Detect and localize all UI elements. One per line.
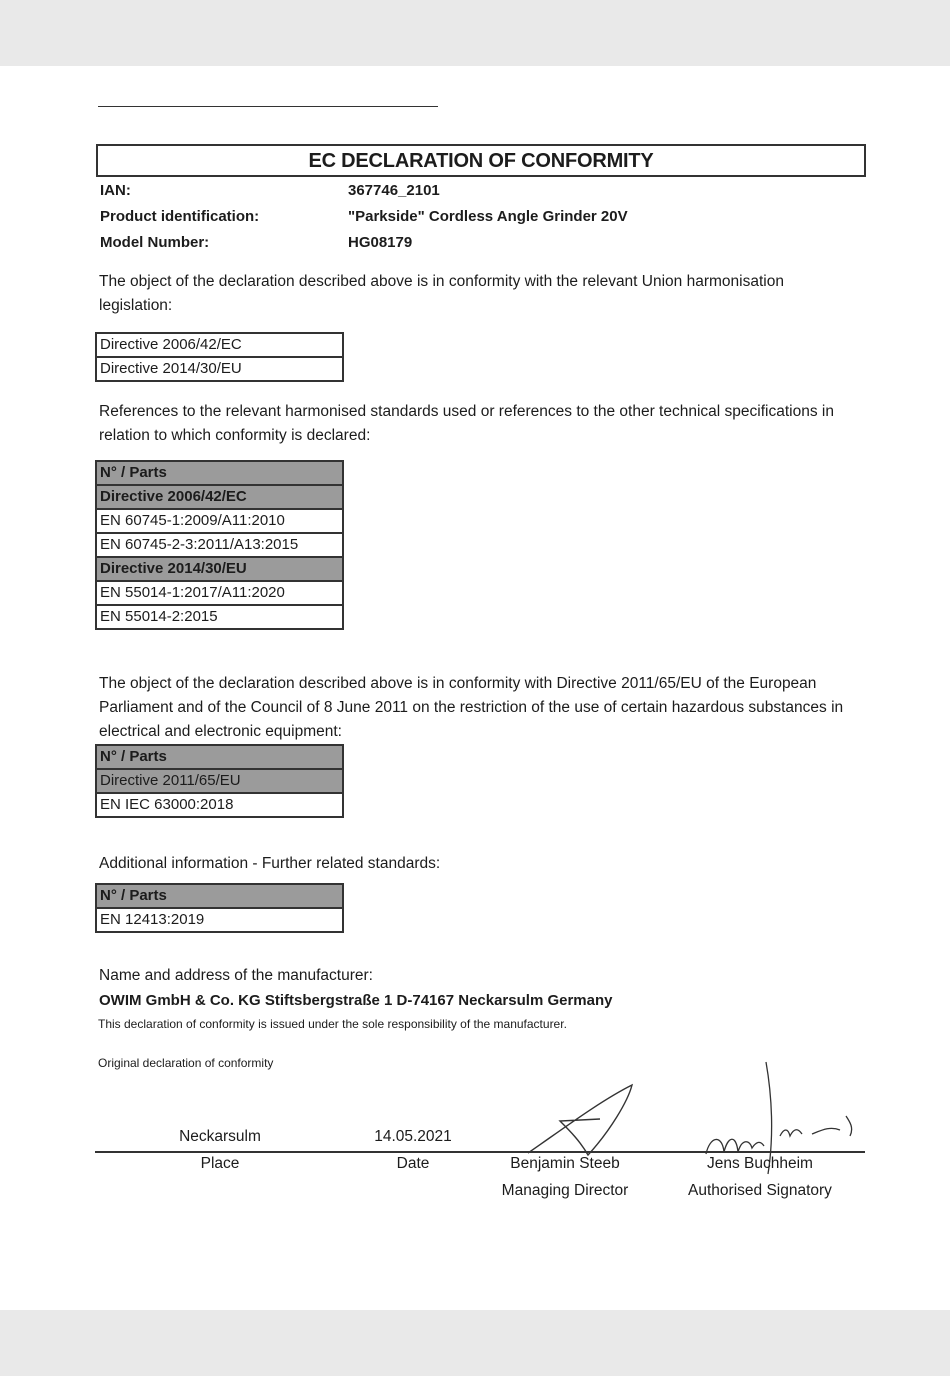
signature-line: [95, 1151, 865, 1153]
table-cell: Directive 2006/42/EC: [96, 485, 343, 509]
document-title: EC DECLARATION OF CONFORMITY: [96, 144, 866, 177]
table-cell: N° / Parts: [96, 884, 343, 908]
table-row: [96, 581, 343, 605]
rohs-paragraph: The object of the declaration described above is in conformity with Directive 2011/65/EU of the European Parliament and of the Council of 8 June 2011 on the restriction of the use of certain hazardous substances in electrical and electronic equipment:: [99, 675, 844, 740]
signer2-role: Authorised Signatory: [688, 1182, 832, 1199]
date-label: Date: [396, 1155, 430, 1172]
table-cell: Directive 2014/30/EU: [96, 557, 343, 581]
table-cell: Directive 2011/65/EU: [96, 769, 343, 793]
signer1-role: Managing Director: [501, 1182, 629, 1199]
manufacturer-label: Name and address of the manufacturer:: [99, 967, 373, 984]
table-row: [96, 745, 343, 769]
table-cell: N° / Parts: [96, 461, 343, 485]
table-row: [96, 333, 343, 357]
standards-table: [95, 460, 344, 630]
model-label: Model Number:: [100, 234, 210, 251]
table-row: [96, 509, 343, 533]
signer1-name: Benjamin Steeb: [510, 1155, 620, 1172]
product-label: Product identification:: [100, 208, 260, 225]
table-cell: Directive 2014/30/EU: [96, 357, 343, 381]
directives-table: [95, 332, 344, 382]
table-row: [96, 557, 343, 581]
rohs-table: [95, 744, 344, 818]
responsibility-note: This declaration of conformity is issued under the sole responsibility of the manufacturer.: [98, 1017, 567, 1031]
additional-paragraph: Additional information - Further related standards:: [99, 855, 441, 872]
place-label: Place: [200, 1155, 240, 1172]
table-cell: N° / Parts: [96, 745, 343, 769]
table-row: [96, 884, 343, 908]
declaration-page: [0, 66, 950, 1310]
table-cell: EN 55014-1:2017/A11:2020: [96, 581, 343, 605]
table-cell: EN IEC 63000:2018: [96, 793, 343, 817]
table-cell: EN 55014-2:2015: [96, 605, 343, 629]
table-row: [96, 769, 343, 793]
table-row: [96, 461, 343, 485]
original-note: Original declaration of conformity: [98, 1056, 274, 1070]
manufacturer-address: OWIM GmbH & Co. KG Stiftsbergstraße 1 D-74167 Neckarsulm Germany: [99, 992, 613, 1009]
signer2-name: Jens Buchheim: [707, 1155, 813, 1172]
signature-steeb-icon: [520, 1081, 650, 1166]
standards-paragraph: References to the relevant harmonised standards used or references to the other technical specifications in relation to which conformity is declared:: [99, 403, 834, 444]
place-value: Neckarsulm: [179, 1128, 261, 1145]
table-cell: EN 12413:2019: [96, 908, 343, 932]
product-value: "Parkside" Cordless Angle Grinder 20V: [348, 208, 628, 225]
table-row: [96, 605, 343, 629]
date-value: 14.05.2021: [374, 1128, 452, 1145]
ian-label: IAN:: [100, 182, 131, 199]
additional-table: [95, 883, 344, 933]
table-cell: EN 60745-1:2009/A11:2010: [96, 509, 343, 533]
table-row: [96, 793, 343, 817]
table-cell: EN 60745-2-3:2011/A13:2015: [96, 533, 343, 557]
model-value: HG08179: [348, 234, 413, 251]
table-row: [96, 533, 343, 557]
table-row: [96, 357, 343, 381]
top-rule: [98, 106, 438, 107]
ian-value: 367746_2101: [348, 182, 440, 199]
table-cell: Directive 2006/42/EC: [96, 333, 343, 357]
table-row: [96, 908, 343, 932]
intro-paragraph: The object of the declaration described above is in conformity with the relevant Union harmonisation legislation:: [99, 273, 784, 314]
table-row: [96, 485, 343, 509]
